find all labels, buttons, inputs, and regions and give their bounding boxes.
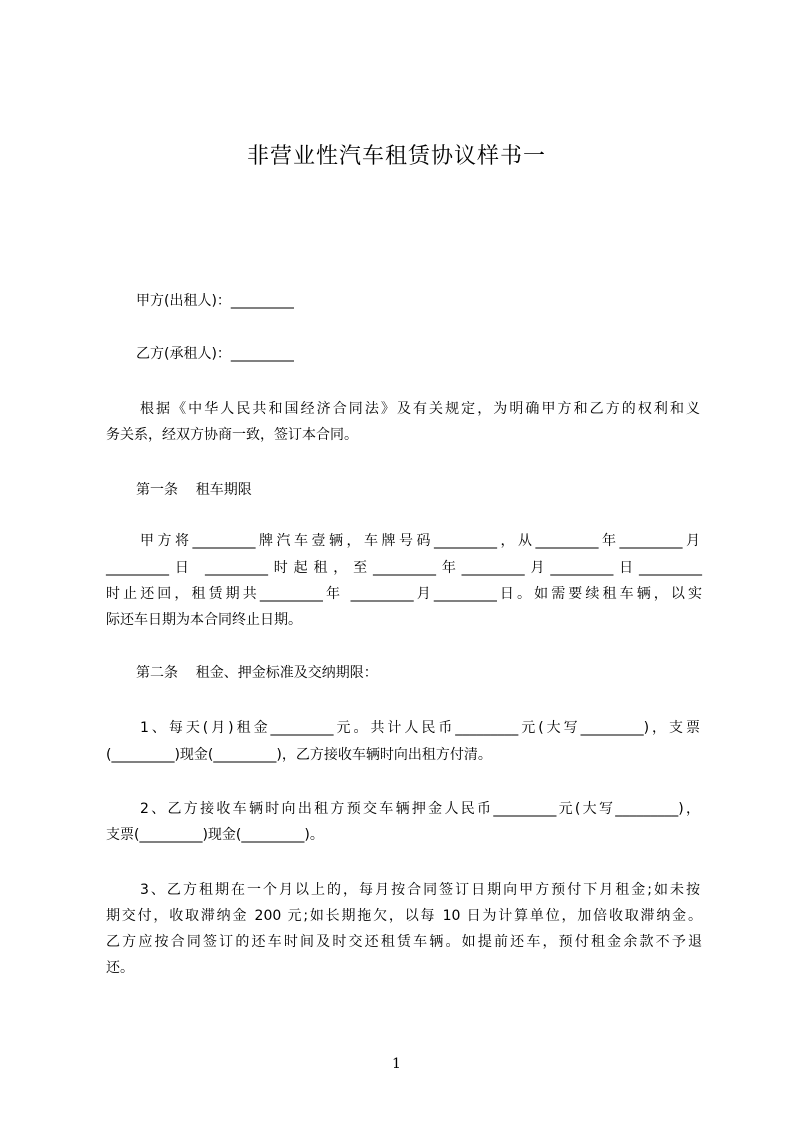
page-number: 1	[392, 1056, 401, 1072]
article1-line-3: 时止还回，租赁期共_________年 _________月_________日。如需要续租车辆，以实	[106, 586, 702, 602]
party-a-line: 甲方(出租人)：_________	[136, 293, 294, 309]
article1-line-2: _________日 _________时起租，至_________年_________月_________日_________	[106, 560, 702, 576]
article2-item3-line-3: 乙方应按合同签订的还车时间及时交还租赁车辆。如提前还车，预付租金余款不予退	[106, 934, 702, 950]
party-b-line: 乙方(承租人)：_________	[136, 346, 294, 362]
article2-item3-line-2: 期交付，收取滞纳金 200 元;如长期拖欠，以每 10 日为计算单位，加倍收取滞纳金。	[106, 908, 702, 924]
article2-item3-line-4: 还。	[106, 960, 134, 976]
article1-line-1: 甲方将_________牌汽车壹辆，车牌号码_________，从_________年_________月	[140, 533, 700, 549]
intro-line-1: 根据《中华人民共和国经济合同法》及有关规定，为明确甲方和乙方的权利和义	[140, 401, 700, 417]
document-title: 非营业性汽车租赁协议样书一	[246, 144, 546, 169]
article2-heading: 第二条 租金、押金标准及交纳期限：	[136, 665, 378, 681]
article1-heading: 第一条 租车期限	[136, 482, 252, 498]
article2-item2-line-1: 2、乙方接收车辆时向出租方预交车辆押金人民币_________元(大写_________)，	[140, 801, 700, 817]
article2-item3-line-1: 3、乙方租期在一个月以上的，每月按合同签订日期向甲方预付下月租金;如未按	[140, 882, 700, 898]
article1-line-4: 际还车日期为本合同终止日期。	[106, 612, 302, 628]
article2-item1-line-1: 1、每天(月)租金_________元。共计人民币_________元(大写_________)，支票	[140, 720, 700, 736]
article2-item1-line-2: (_________)现金(_________)，乙方接收车辆时向出租方付清。	[106, 747, 492, 763]
intro-line-2: 务关系，经双方协商一致，签订本合同。	[106, 427, 358, 443]
article2-item2-line-2: 支票(_________)现金(_________)。	[106, 827, 324, 843]
